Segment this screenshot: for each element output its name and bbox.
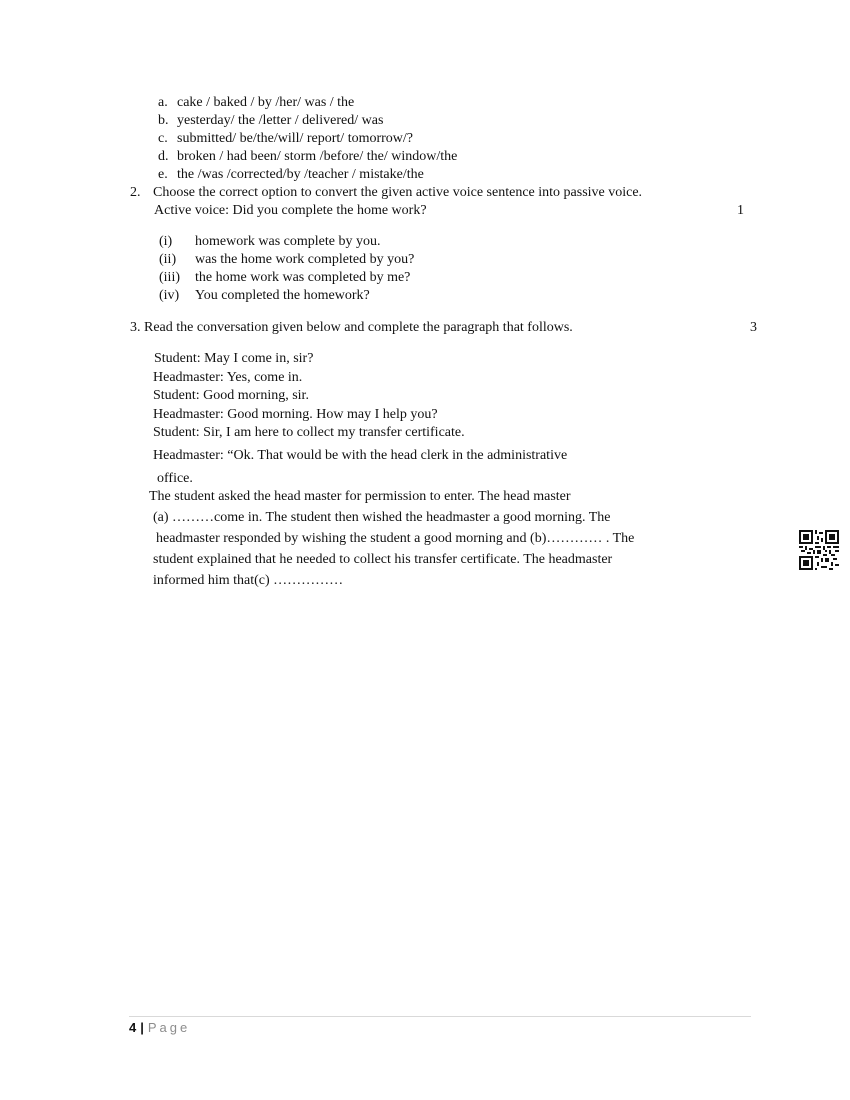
dialogue-line-7: office.	[157, 471, 193, 486]
q2-option-text-1: homework was complete by you.	[195, 234, 381, 249]
q2-marks: 1	[737, 203, 744, 218]
qr-code-icon[interactable]	[799, 530, 839, 570]
dialogue-line-2: Headmaster: Yes, come in.	[153, 370, 303, 385]
q2-option-num-2: (ii)	[159, 252, 177, 267]
dialogue-line-6: Headmaster: “Ok. That would be with the head clerk in the administrative	[153, 448, 568, 463]
item-text-a: cake / baked / by /her/ was / the	[177, 95, 355, 110]
dialogue-line-1: Student: May I come in, sir?	[154, 351, 314, 366]
item-text-e: the /was /corrected/by /teacher / mistake/the	[177, 167, 424, 182]
dialogue-line-5: Student: Sir, I am here to collect my transfer certificate.	[153, 425, 465, 440]
dialogue-line-4: Headmaster: Good morning. How may I help you?	[153, 407, 438, 422]
q2-option-num-1: (i)	[159, 234, 173, 249]
paragraph-line-5: informed him that(c) ……………	[153, 573, 344, 588]
footer-rule	[129, 1016, 751, 1017]
q2-prompt: Choose the correct option to convert the given active voice sentence into passive voice.	[153, 185, 643, 200]
footer-separator: |	[140, 1020, 144, 1035]
paragraph-line-1: The student asked the head master for permission to enter. The head master	[149, 489, 571, 504]
q2-option-text-4: You completed the homework?	[195, 288, 370, 303]
q2-option-num-4: (iv)	[159, 288, 180, 303]
q2-option-text-2: was the home work completed by you?	[195, 252, 415, 267]
item-letter-e: e.	[158, 167, 168, 182]
q2-active-sentence: Active voice: Did you complete the home work?	[154, 203, 427, 218]
q2-number: 2.	[130, 185, 141, 200]
q2-option-num-3: (iii)	[159, 270, 180, 285]
paragraph-line-4: student explained that he needed to collect his transfer certificate. The headmaster	[153, 552, 613, 567]
item-text-b: yesterday/ the /letter / delivered/ was	[177, 113, 384, 128]
item-letter-d: d.	[158, 149, 169, 164]
paragraph-line-2: (a) ………come in. The student then wished the headmaster a good morning. The	[153, 510, 611, 525]
q3-prompt: 3. Read the conversation given below and complete the paragraph that follows.	[130, 320, 573, 335]
item-letter-b: b.	[158, 113, 169, 128]
dialogue-line-3: Student: Good morning, sir.	[153, 388, 309, 403]
page-footer	[129, 1020, 190, 1035]
paragraph-line-3: headmaster responded by wishing the student a good morning and (b)………… . The	[156, 531, 635, 546]
page-label: Page	[147, 1020, 191, 1035]
page-number: 4	[129, 1020, 137, 1035]
q3-marks: 3	[750, 320, 757, 335]
q2-option-text-3: the home work was completed by me?	[195, 270, 411, 285]
item-letter-a: a.	[158, 95, 168, 110]
item-text-d: broken / had been/ storm /before/ the/ window/the	[177, 149, 458, 164]
item-text-c: submitted/ be/the/will/ report/ tomorrow/?	[177, 131, 414, 146]
item-letter-c: c.	[158, 131, 168, 146]
